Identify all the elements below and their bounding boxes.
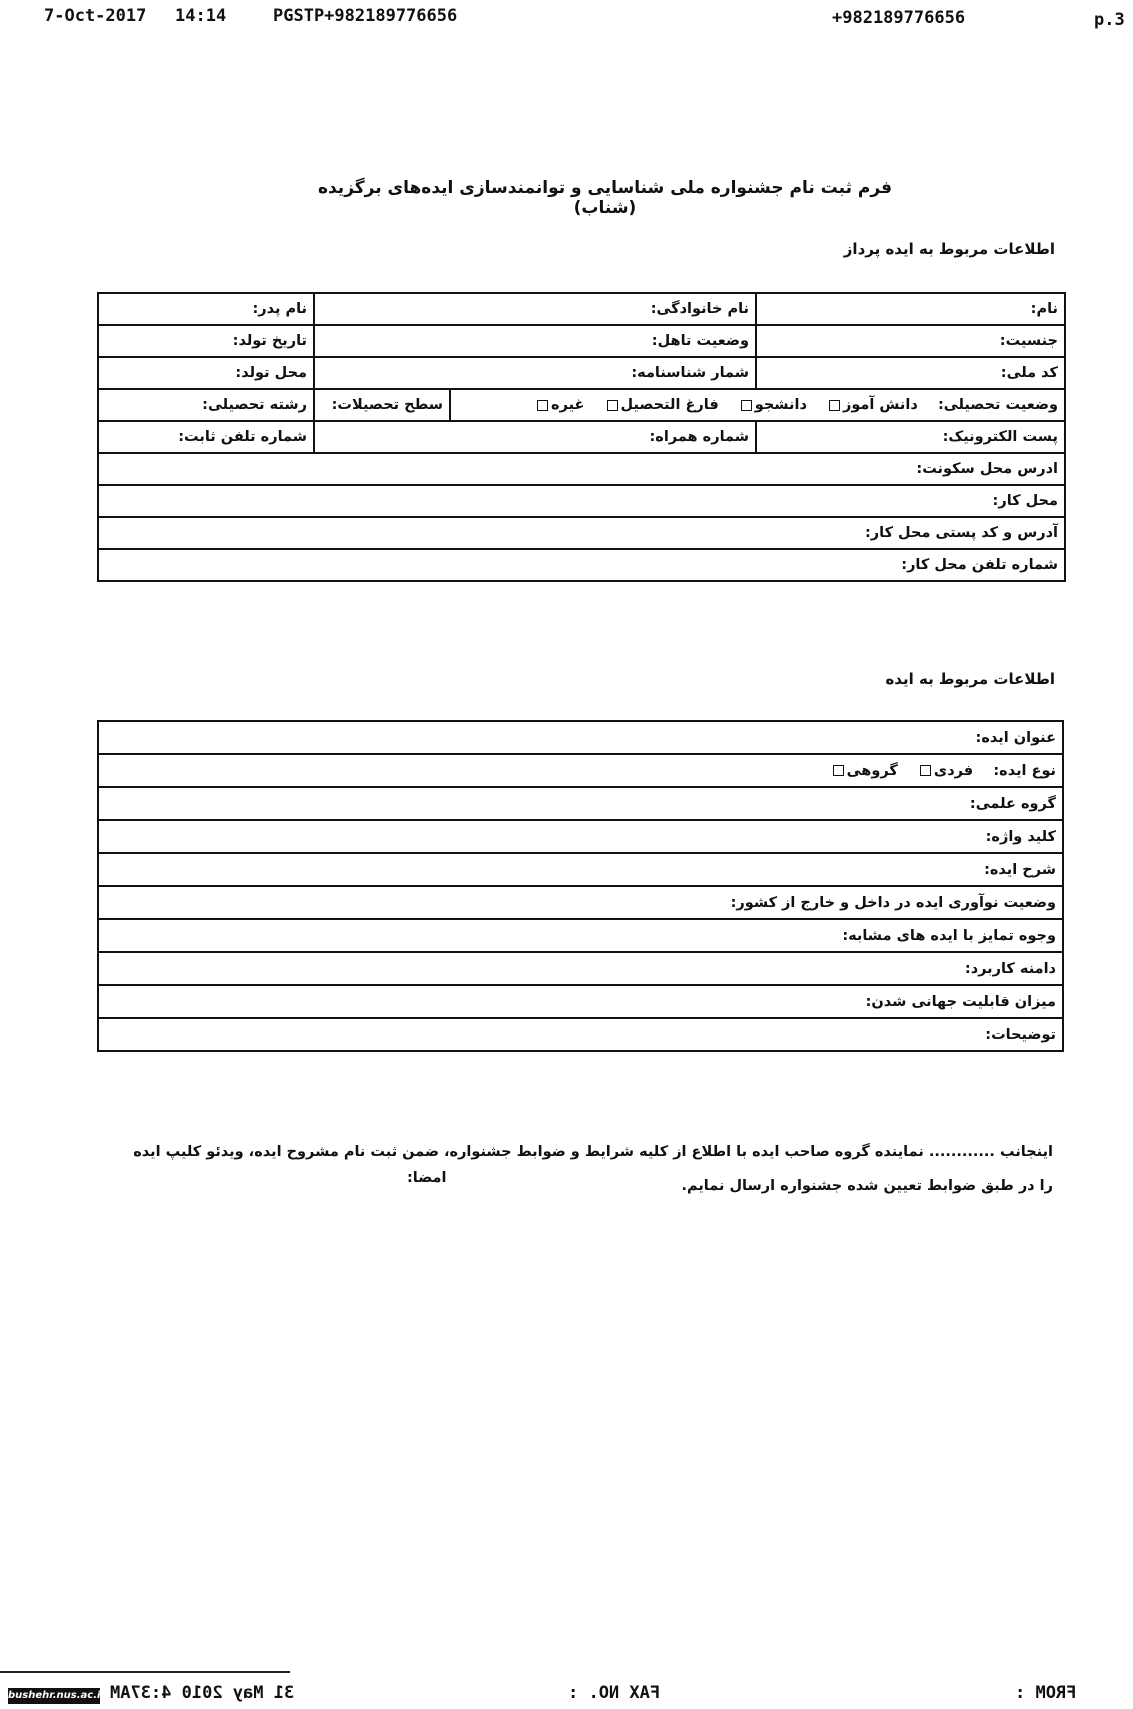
keywords-field[interactable]: کلید واژه: — [98, 820, 1063, 853]
option-label: دانشجو — [754, 397, 807, 413]
footer-fax-number-text: FAX NO. : — [568, 1683, 661, 1703]
id-number-field[interactable]: شمار شناسنامه: — [314, 357, 756, 389]
table-row — [98, 421, 1065, 453]
application-scope-field[interactable]: دامنه کاربرد: — [98, 952, 1063, 985]
checkbox[interactable] — [741, 400, 752, 411]
idea-description-field[interactable]: شرح ایده: — [98, 853, 1063, 886]
globalization-field[interactable]: میزان قابلیت جهانی شدن: — [98, 985, 1063, 1018]
option-label: گروهی — [846, 762, 898, 779]
table-row — [98, 754, 1063, 787]
section1-heading: اطلاعات مربوط به ایده پرداز — [843, 240, 1055, 258]
table-row — [98, 325, 1065, 357]
footer-fax-date — [110, 1683, 294, 1703]
declaration-line-1: اینجانب ............ نماینده گروه صاحب ایده با اطلاع از کلیه شرایط و ضوابط جشنواره، ضمن ثبت نام مشروح ایده، ویدئو کلیپ ایده — [133, 1144, 1053, 1160]
option-student-school[interactable] — [826, 397, 918, 413]
work-address-field[interactable]: آدرس و کد پستی محل کار: — [98, 517, 1065, 549]
notes-field[interactable]: توضیحات: — [98, 1018, 1063, 1051]
gender-field[interactable]: جنسیت: — [756, 325, 1065, 357]
mobile-field[interactable]: شماره همراه: — [314, 421, 756, 453]
table-row — [98, 453, 1065, 485]
national-code-field[interactable]: کد ملی: — [756, 357, 1065, 389]
education-status-field — [450, 389, 1065, 421]
option-individual[interactable] — [917, 763, 973, 779]
education-level-field[interactable]: سطح تحصیلات: — [314, 389, 450, 421]
differentiation-field[interactable]: وجوه تمایز با ایده های مشابه: — [98, 919, 1063, 952]
fax-time: 14:14 — [175, 6, 227, 26]
workplace-field[interactable]: محل کار: — [98, 485, 1065, 517]
table-row — [98, 389, 1065, 421]
table-row — [98, 787, 1063, 820]
table-row — [98, 886, 1063, 919]
field-of-study-field[interactable]: رشته تحصیلی: — [98, 389, 314, 421]
innovation-status-field[interactable]: وضعیت نوآوری ایده در داخل و خارج از کشور: — [98, 886, 1063, 919]
signature-label: امضا: — [407, 1170, 447, 1186]
footer-from — [1015, 1683, 1076, 1703]
work-phone-field[interactable]: شماره تلفن محل کار: — [98, 549, 1065, 581]
email-field[interactable]: پست الکترونیک: — [756, 421, 1065, 453]
checkbox[interactable] — [829, 400, 840, 411]
table-row — [98, 293, 1065, 325]
family-name-field[interactable]: نام خانوادگی: — [314, 293, 756, 325]
personal-info-table — [97, 292, 1066, 582]
checkbox[interactable] — [833, 765, 844, 776]
education-status-label: وضعیت تحصیلی: — [937, 397, 1058, 413]
divider — [0, 1671, 290, 1673]
marital-status-field[interactable]: وضعیت تاهل: — [314, 325, 756, 357]
idea-info-table — [97, 720, 1064, 1052]
source-logo: bushehr.nus.ac.ir — [8, 1688, 100, 1704]
footer-from-text: FROM : — [1015, 1683, 1077, 1703]
table-row — [98, 820, 1063, 853]
fax-date: 7-Oct-2017 — [44, 6, 147, 26]
name-field[interactable]: نام: — [756, 293, 1065, 325]
checkbox[interactable] — [607, 400, 618, 411]
footer-fax-date-text: 31 May 2010 4:37AM — [110, 1683, 295, 1703]
fax-page-number: p.3 — [1094, 10, 1125, 30]
idea-type-label: نوع ایده: — [993, 762, 1056, 779]
landline-field[interactable]: شماره تلفن ثابت: — [98, 421, 314, 453]
option-graduate[interactable] — [604, 397, 719, 413]
table-row — [98, 853, 1063, 886]
option-label: فارغ التحصیل — [620, 397, 719, 413]
option-label: فردی — [933, 762, 974, 779]
option-other[interactable] — [534, 397, 584, 413]
table-row — [98, 985, 1063, 1018]
table-row — [98, 549, 1065, 581]
option-group[interactable] — [830, 763, 898, 779]
science-group-field[interactable]: گروه علمی: — [98, 787, 1063, 820]
father-name-field[interactable]: نام پدر: — [98, 293, 314, 325]
table-row — [98, 485, 1065, 517]
residence-address-field[interactable]: ادرس محل سکونت: — [98, 453, 1065, 485]
fax-sender: PGSTP+982189776656 — [273, 6, 458, 26]
declaration-line-2: را در طبق ضوابط تعیین شده جشنواره ارسال نمایم. — [681, 1178, 1053, 1194]
footer-fax-number — [568, 1683, 660, 1703]
table-row — [98, 721, 1063, 754]
option-label: دانش آموز — [842, 397, 918, 413]
option-label: غیره — [551, 397, 585, 413]
fax-number: +982189776656 — [832, 8, 966, 28]
table-row — [98, 952, 1063, 985]
form-title: فرم ثبت نام جشنواره ملی شناسایی و توانمندسازی ایده‌های برگزیده (شناب) — [317, 178, 893, 218]
declaration-text — [113, 1135, 1053, 1203]
birth-date-field[interactable]: تاریخ تولد: — [98, 325, 314, 357]
idea-title-field[interactable]: عنوان ایده: — [98, 721, 1063, 754]
option-university-student[interactable] — [738, 397, 807, 413]
table-row — [98, 357, 1065, 389]
table-row — [98, 517, 1065, 549]
checkbox[interactable] — [920, 765, 931, 776]
birth-place-field[interactable]: محل تولد: — [98, 357, 314, 389]
idea-type-field — [98, 754, 1063, 787]
checkbox[interactable] — [537, 400, 548, 411]
table-row — [98, 919, 1063, 952]
table-row — [98, 1018, 1063, 1051]
section2-heading: اطلاعات مربوط به ایده — [885, 670, 1055, 688]
